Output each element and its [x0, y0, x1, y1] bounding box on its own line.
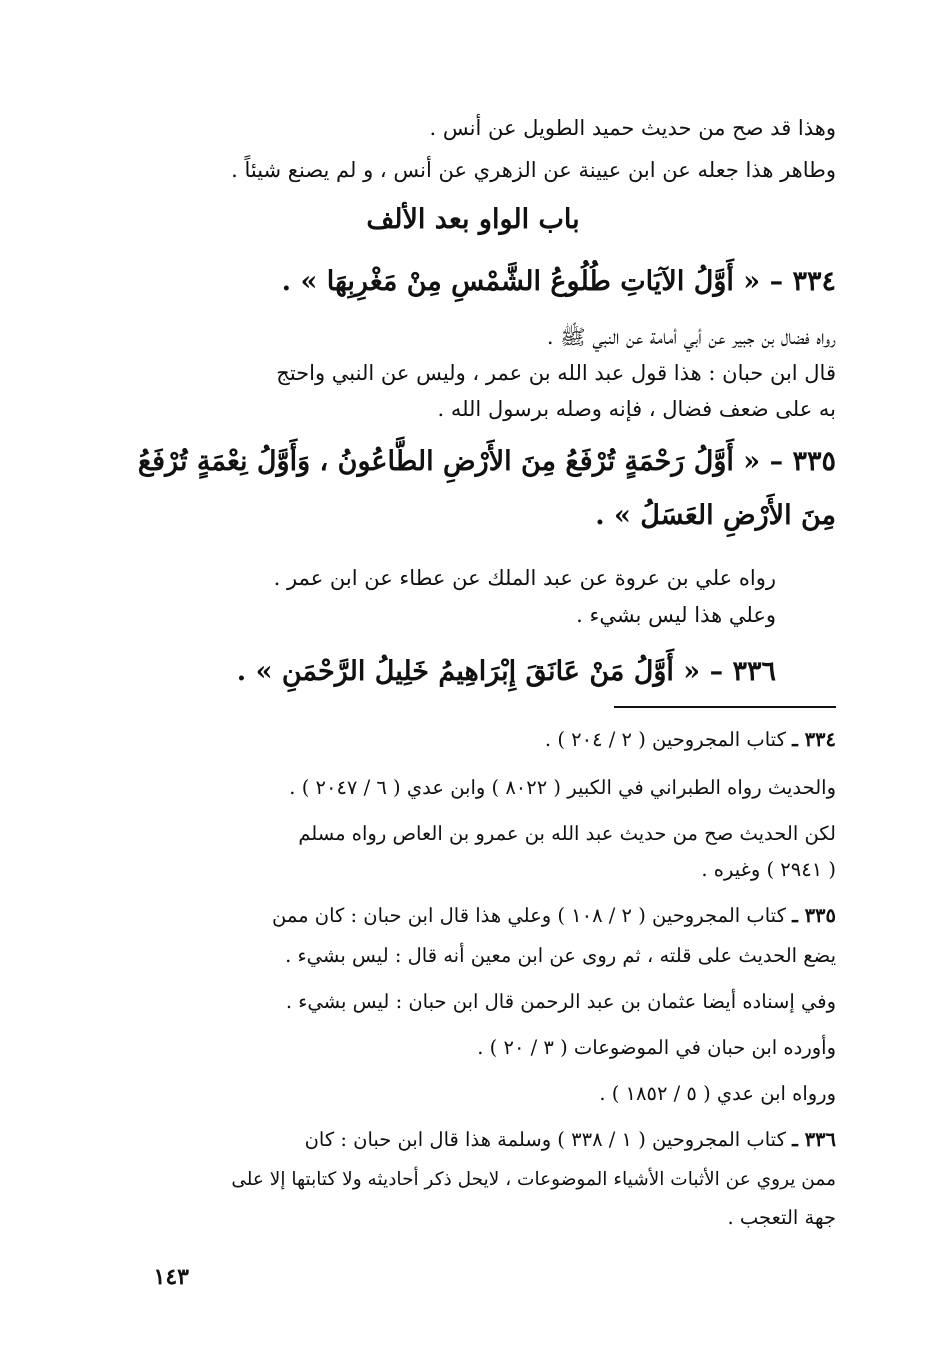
- footnote-number: ٣٣٥ ـ: [792, 904, 836, 927]
- footnote-336: [110, 1126, 836, 1154]
- chapter-title: باب الواو بعد الألف: [366, 204, 580, 235]
- footnote-text: كتاب المجروحين ( ٢ / ٢٠٤ ) .: [544, 728, 786, 751]
- footnote-line: يضع الحديث على قلته ، ثم روى عن ابن معين أنه قال : ليس بشيء .: [285, 944, 836, 967]
- footnote-number: ٣٣٦ ـ: [792, 1128, 836, 1151]
- footnote-334: [110, 726, 836, 754]
- entry-334-line-3: به على ضعف فضال ، فإنه وصله برسول الله .: [437, 397, 836, 421]
- entry-334-line-2: قال ابن حبان : هذا قول عبد الله بن عمر ، وليس عن النبي واحتج: [276, 361, 836, 385]
- footnote-line: وأورده ابن حبان في الموضوعات ( ٣ / ٢٠ ) .: [477, 1036, 836, 1059]
- page-number: ١٤٣: [153, 1264, 189, 1290]
- footnote-separator: [614, 706, 836, 708]
- footnote-line: ( ٢٩٤١ ) وغيره .: [701, 858, 836, 881]
- hadith-number: ٣٣٥ –: [769, 446, 836, 477]
- footnote-line: لكن الحديث صح من حديث عبد الله بن عمرو بن العاص رواه مسلم: [298, 822, 836, 845]
- intro-line-2: وطاهر هذا جعله عن ابن عيينة عن الزهري عن أنس ، و لم يصنع شيئاً .: [231, 158, 836, 182]
- footnote-text: كتاب المجروحين ( ١ / ٣٣٨ ) وسلمة هذا قال ابن حبان : كان: [304, 1128, 786, 1151]
- entry-335-line-2: وعلي هذا ليس بشيء .: [576, 603, 776, 627]
- hadith-334: [110, 262, 836, 302]
- entry-334-line-1: رواه فضال بن جبير عن أبي أمامة عن النبي ﷺ .: [546, 325, 836, 349]
- hadith-text: « أَوَّلُ مَنْ عَانَقَ إِبْرَاهِيمُ خَلِيلُ الرَّحْمَنِ » .: [236, 656, 701, 687]
- footnote-text: كتاب المجروحين ( ٢ / ١٠٨ ) وعلي هذا قال ابن حبان : كان ممن: [272, 904, 786, 927]
- footnote-line: جهة التعجب .: [727, 1206, 836, 1229]
- footnote-line: والحديث رواه الطبراني في الكبير ( ٨٠٢٢ ) وابن عدي ( ٦ / ٢٠٤٧ ) .: [289, 776, 836, 799]
- entry-335-line-1: رواه علي بن عروة عن عبد الملك عن عطاء عن ابن عمر .: [273, 566, 776, 590]
- footnote-number: ٣٣٤ ـ: [792, 728, 836, 751]
- hadith-336: [110, 652, 776, 692]
- footnote-335: [110, 902, 836, 930]
- footnote-line: ورواه ابن عدي ( ٥ / ١٨٥٢ ) .: [599, 1082, 836, 1105]
- hadith-number: ٣٣٤ –: [769, 266, 836, 297]
- hadith-number: ٣٣٦ –: [709, 656, 776, 687]
- footnote-line: ممن يروي عن الأثبات الأشياء الموضوعات ، لايحل ذكر أحاديثه ولا كتابتها إلا على: [231, 1169, 836, 1190]
- footnote-line: وفي إسناده أيضا عثمان بن عبد الرحمن قال ابن حبان : ليس بشيء .: [285, 990, 836, 1013]
- intro-line-1: وهذا قد صح من حديث حميد الطويل عن أنس .: [429, 116, 836, 140]
- hadith-335: [110, 442, 836, 482]
- hadith-335-continuation: مِنَ الأَرْضِ العَسَلُ » .: [595, 500, 836, 531]
- hadith-text-line-1: « أَوَّلُ رَحْمَةٍ تُرْفَعُ مِنَ الأَرْضِ الطَّاعُونُ ، وَأَوَّلُ نِعْمَةٍ تُرْفَعُ: [137, 446, 761, 477]
- hadith-text: « أَوَّلُ الآيَاتِ طُلُوعُ الشَّمْسِ مِنْ مَغْرِبِهَا » .: [281, 266, 761, 297]
